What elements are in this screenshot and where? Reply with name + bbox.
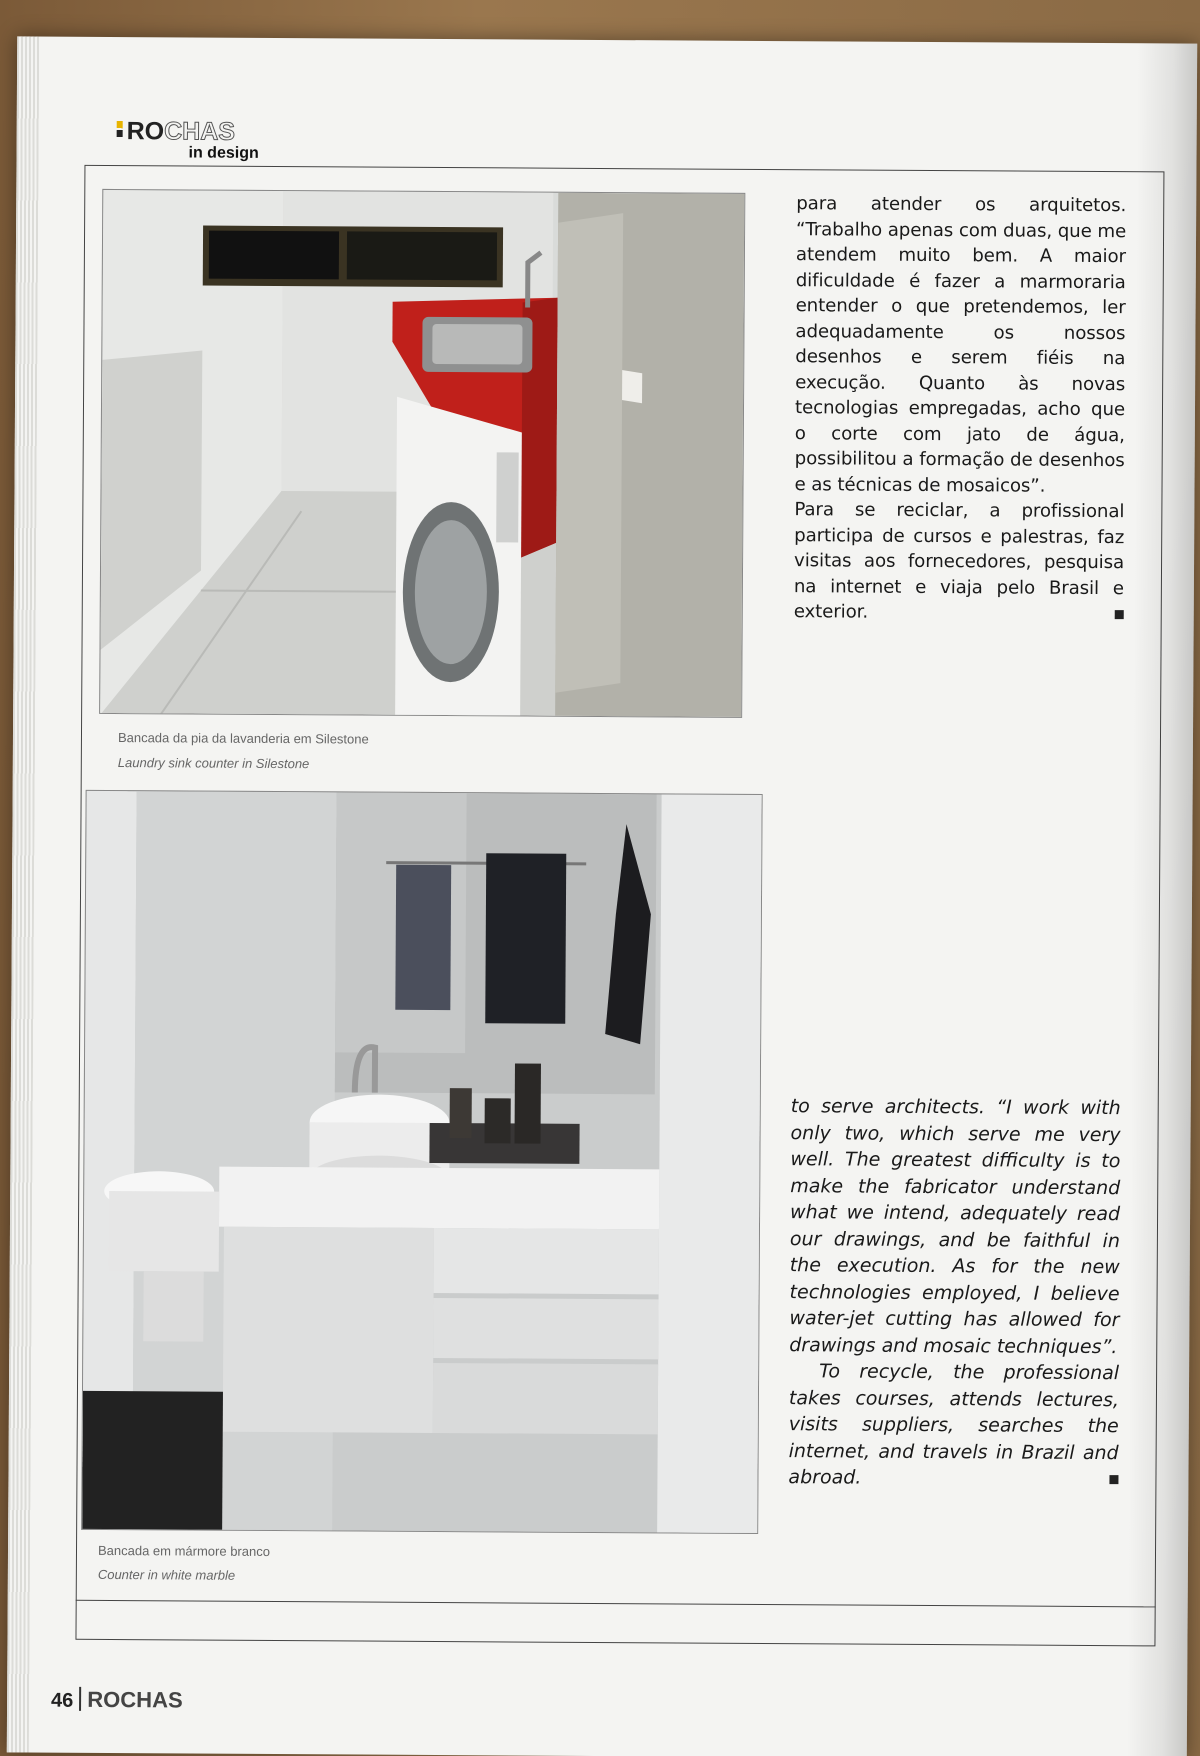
article-text-en (788, 1093, 1120, 1493)
laundry-illustration (100, 190, 745, 718)
bathroom-caption-en: Counter in white marble (97, 1566, 236, 1583)
logo-mark-icon (117, 121, 123, 137)
section-subtitle: in design (188, 144, 259, 162)
paragraph-pt-1: para atender os arquitetos. “Trabalho apenas com duas, que me atendem muito bem. A maior dificuldade é fazer a marmoraria entender o que pretendemos, ler adequadamente os nossos desenhos e serem fiéis na execução. Quanto às novas tecnologias empregadas, acho que o corte com jato de água, possibilitou a formação de desenhos e as técnicas de mosaicos”. (794, 193, 1127, 497)
bathroom-illustration (82, 791, 763, 1534)
paragraph-en-2: To recycle, the professional takes courses, attends lectures, visits suppliers, searches the internet, and travels in Brazil and abroad. (788, 1360, 1120, 1489)
paragraph-en-1: to serve architects. “I work with only two, which serve me very well. The greatest difficulty is to make the fabricator understand what we intend, adequately read our drawings, and be faithful in the execution. As for the new technologies employed, I believe water-jet cutting has allowed for drawings and mosaic techniques”. (789, 1095, 1121, 1358)
paragraph-pt-2: Para se reciclar, a profissional participa de cursos e palestras, faz visitas aos fornecedores, pesquisa na internet e viaja pelo Brasil e exterior. (793, 499, 1125, 623)
page-footer (51, 1687, 183, 1714)
end-of-article-icon (1109, 1475, 1118, 1484)
bathroom-photo (81, 790, 763, 1534)
article-text-pt (794, 191, 1127, 627)
laundry-caption-pt: Bancada da pia da lavanderia em Silestone (117, 730, 369, 747)
rochas-logo: ROCHAS in design (116, 117, 259, 163)
bathroom-caption-pt: Bancada em mármore branco (97, 1542, 271, 1559)
laundry-caption-en: Laundry sink counter in Silestone (117, 755, 310, 772)
magazine-page (7, 36, 1197, 1756)
laundry-photo (99, 189, 745, 718)
footer-brand: ROCHAS (87, 1686, 183, 1713)
footer-divider (79, 1687, 81, 1711)
page-number: 46 (51, 1689, 74, 1712)
end-of-article-icon (1115, 610, 1124, 619)
